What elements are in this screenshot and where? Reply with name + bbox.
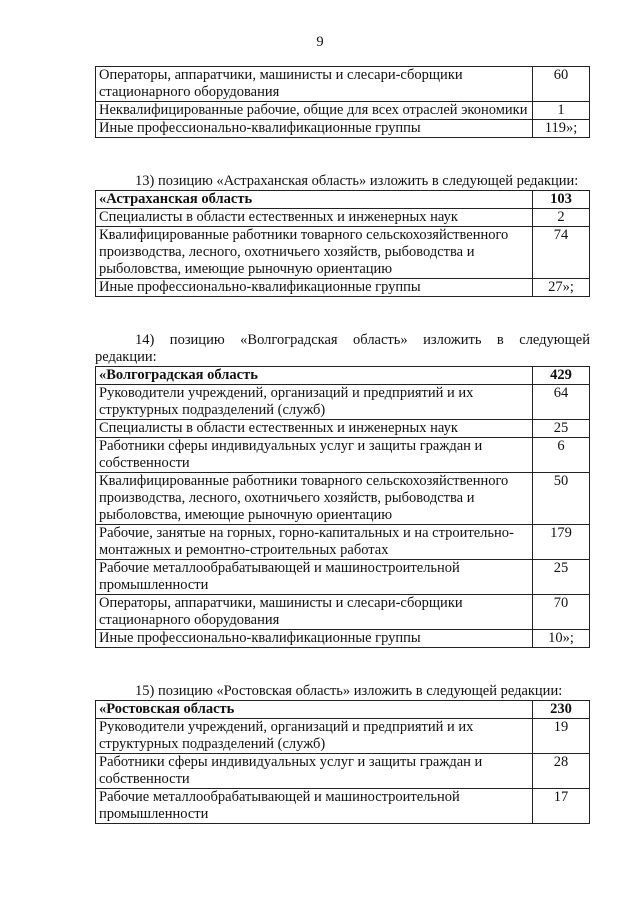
row-label: Иные профессионально-квалификационные группы xyxy=(96,279,533,297)
row-value: 6 xyxy=(533,438,590,473)
row-label: Рабочие металлообрабатывающей и машиностроительной промышленности xyxy=(96,789,533,824)
row-value: 17 xyxy=(533,789,590,824)
table-row xyxy=(96,719,590,754)
table-row xyxy=(96,754,590,789)
table-row xyxy=(96,420,590,438)
row-label: Специалисты в области естественных и инженерных наук xyxy=(96,209,533,227)
rostov-table xyxy=(95,700,590,824)
row-label: Иные профессионально-квалификационные группы xyxy=(96,630,533,648)
row-label: Операторы, аппаратчики, машинисты и слесари-сборщики стационарного оборудования xyxy=(96,595,533,630)
volgograd-table xyxy=(95,366,590,648)
table-row xyxy=(96,279,590,297)
table-row xyxy=(96,120,590,138)
table-row xyxy=(96,630,590,648)
region-total: 230 xyxy=(533,701,590,719)
table-row xyxy=(96,227,590,279)
row-label: Квалифицированные работники товарного сельскохозяйственного производства, лесного, охотничьего хозяйств, рыбоводства и рыболовства, имеющие рыночную ориентацию xyxy=(96,473,533,525)
continuation-table xyxy=(95,66,590,138)
table-header-row xyxy=(96,701,590,719)
row-label: Операторы, аппаратчики, машинисты и слесари-сборщики стационарного оборудования xyxy=(96,67,533,102)
section-14-intro: 14) позицию «Волгоградская область» изложить в следующей xyxy=(135,332,590,348)
table-row xyxy=(96,209,590,227)
table-row xyxy=(96,102,590,120)
table-header-row xyxy=(96,191,590,209)
region-name: «Волгоградская область xyxy=(96,367,533,385)
table-row xyxy=(96,473,590,525)
row-value: 19 xyxy=(533,719,590,754)
row-value: 10»; xyxy=(533,630,590,648)
region-name: «Астраханская область xyxy=(96,191,533,209)
astrakhan-table xyxy=(95,190,590,297)
row-value: 179 xyxy=(533,525,590,560)
table-row xyxy=(96,385,590,420)
row-value: 60 xyxy=(533,67,590,102)
table-row xyxy=(96,789,590,824)
row-label: Неквалифицированные рабочие, общие для всех отраслей экономики xyxy=(96,102,533,120)
row-label: Специалисты в области естественных и инженерных наук xyxy=(96,420,533,438)
row-value: 64 xyxy=(533,385,590,420)
region-total: 429 xyxy=(533,367,590,385)
row-label: Квалифицированные работники товарного сельскохозяйственного производства, лесного, охотничьего хозяйств, рыбоводства и рыболовства, имеющие рыночную ориентацию xyxy=(96,227,533,279)
section-13-intro: 13) позицию «Астраханская область» изложить в следующей редакции: xyxy=(135,173,579,189)
row-value: 119»; xyxy=(533,120,590,138)
section-14-intro-cont: редакции: xyxy=(95,349,157,365)
row-label: Рабочие, занятые на горных, горно-капитальных и на строительно-монтажных и ремонтно-строительных работах xyxy=(96,525,533,560)
table-row xyxy=(96,560,590,595)
row-label: Иные профессионально-квалификационные группы xyxy=(96,120,533,138)
row-label: Работники сферы индивидуальных услуг и защиты граждан и собственности xyxy=(96,438,533,473)
row-value: 70 xyxy=(533,595,590,630)
table-row xyxy=(96,438,590,473)
row-value: 1 xyxy=(533,102,590,120)
row-label: Рабочие металлообрабатывающей и машиностроительной промышленности xyxy=(96,560,533,595)
table-row xyxy=(96,525,590,560)
row-value: 2 xyxy=(533,209,590,227)
row-label: Работники сферы индивидуальных услуг и защиты граждан и собственности xyxy=(96,754,533,789)
row-value: 50 xyxy=(533,473,590,525)
table-header-row xyxy=(96,367,590,385)
table-row xyxy=(96,595,590,630)
row-label: Руководители учреждений, организаций и предприятий и их структурных подразделений (служб) xyxy=(96,719,533,754)
row-label: Руководители учреждений, организаций и предприятий и их структурных подразделений (служб) xyxy=(96,385,533,420)
row-value: 25 xyxy=(533,420,590,438)
table-row xyxy=(96,67,590,102)
region-name: «Ростовская область xyxy=(96,701,533,719)
row-value: 28 xyxy=(533,754,590,789)
row-value: 25 xyxy=(533,560,590,595)
region-total: 103 xyxy=(533,191,590,209)
row-value: 27»; xyxy=(533,279,590,297)
row-value: 74 xyxy=(533,227,590,279)
section-15-intro: 15) позицию «Ростовская область» изложить в следующей редакции: xyxy=(135,683,563,699)
page-number: 9 xyxy=(316,34,324,50)
